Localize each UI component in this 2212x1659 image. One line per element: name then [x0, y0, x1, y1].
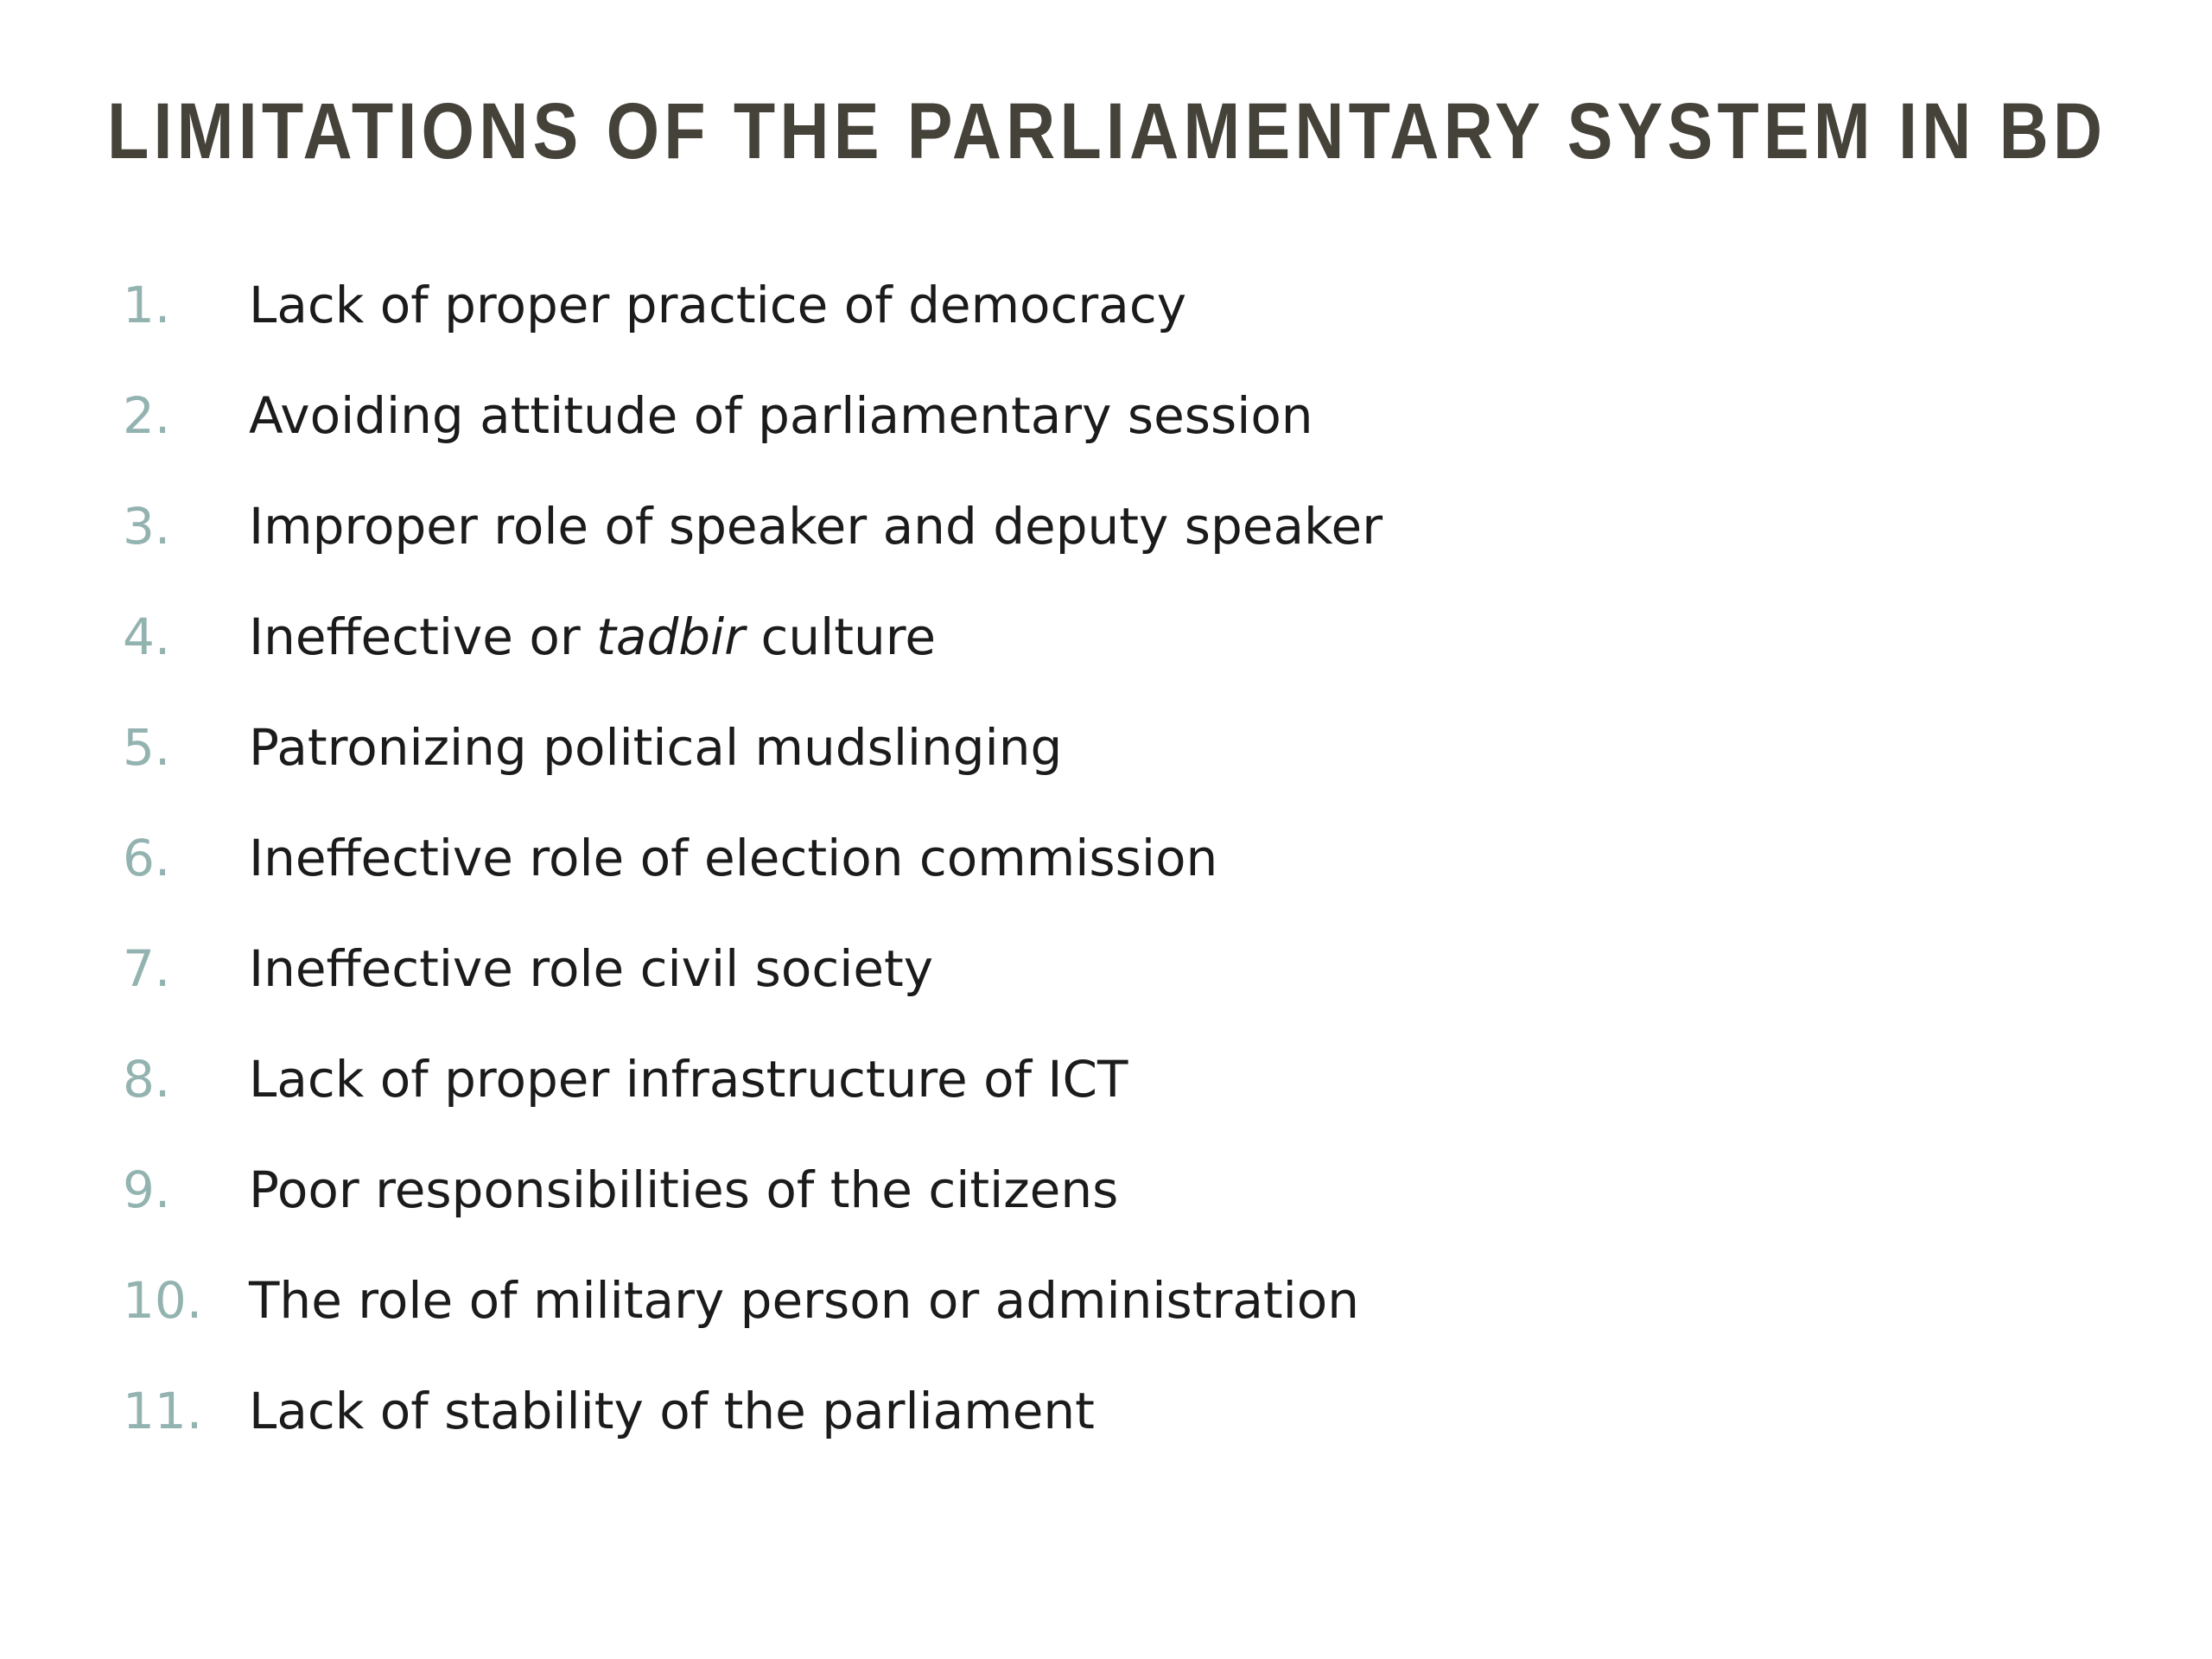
numbered-list [0, 266, 2074, 1483]
list-item-number: 7. [123, 939, 171, 998]
list-item-text: Avoiding attitude of parliamentary session [249, 386, 1313, 445]
list-item-number: 10. [123, 1271, 203, 1330]
list-item-text-part: culture [745, 607, 937, 666]
list-item [0, 709, 2074, 819]
list-item-number: 8. [123, 1050, 171, 1109]
list-item-number: 2. [123, 386, 171, 445]
list-item-text: Patronizing political mudslinging [249, 718, 1063, 777]
list-item-text: Ineffective role civil society [249, 939, 934, 998]
list-item-text-italic: tadbir [596, 607, 746, 666]
list-item [0, 598, 2074, 709]
list-item-text: The role of military person or administration [249, 1271, 1359, 1330]
list-item-number: 4. [123, 607, 171, 666]
list-item [0, 1262, 2074, 1372]
list-item [0, 1040, 2074, 1151]
list-item [0, 487, 2074, 598]
list-item-number: 11. [123, 1382, 203, 1440]
list-item [0, 819, 2074, 930]
list-item-text: Ineffective role of election commission [249, 829, 1218, 887]
list-item-number: 9. [123, 1160, 171, 1219]
list-item-number: 3. [123, 497, 171, 556]
list-item-text: Improper role of speaker and deputy speaker [249, 497, 1383, 556]
list-item [0, 266, 2074, 377]
list-item-text [249, 598, 936, 676]
list-item-text: Poor responsibilities of the citizens [249, 1160, 1119, 1219]
slide-title: LIMITATIONS OF THE PARLIAMENTARY SYSTEM IN BD [107, 87, 2107, 175]
list-item-number: 1. [123, 276, 171, 334]
list-item-text: Lack of proper practice of democracy [249, 276, 1187, 334]
list-item-number: 6. [123, 829, 171, 887]
list-item-text-part: Ineffective or [249, 607, 597, 666]
list-item-text: Lack of proper infrastructure of ICT [249, 1050, 1128, 1109]
list-item [0, 1151, 2074, 1262]
list-item [0, 1372, 2074, 1483]
list-item [0, 377, 2074, 487]
list-item [0, 930, 2074, 1040]
list-item-number: 5. [123, 718, 171, 777]
list-item-text: Lack of stability of the parliament [249, 1382, 1095, 1440]
